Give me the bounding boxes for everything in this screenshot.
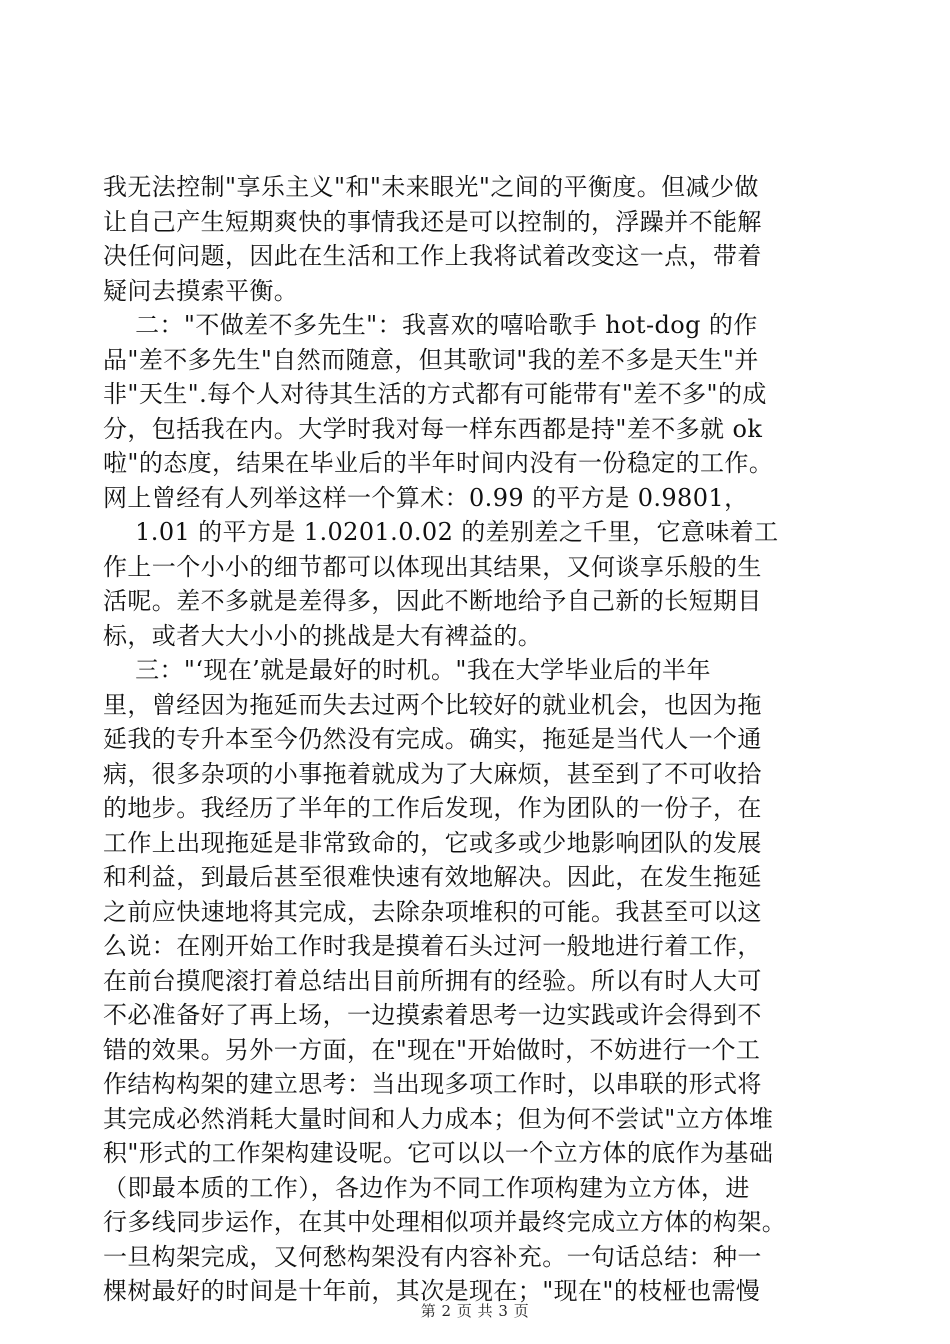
- text-line: 品"差不多先生"自然而随意，但其歌词"我的差不多是天生"并: [103, 345, 759, 374]
- text-line: 和利益，到最后甚至很难快速有效地解决。因此，在发生拖延: [103, 863, 762, 891]
- text-line: 活呢。差不多就是差得多，因此不断地给予自己新的长短期目: [103, 587, 762, 615]
- text-line: 1.01 的平方是 1.0201.0.02 的差别差之千里，它意味着工: [103, 518, 779, 546]
- text-line: 里，曾经因为拖延而失去过两个比较好的就业机会，也因为拖: [103, 690, 762, 719]
- text-line: 工作上出现拖延是非常致命的，它或多或少地影响团队的发展: [103, 828, 762, 857]
- text-line: 在前台摸爬滚打着总结出目前所拥有的经验。所以有时人大可: [103, 966, 762, 995]
- text-line: 疑问去摸索平衡。: [103, 276, 299, 305]
- text-line: 网上曾经有人列举这样一个算术：0.99 的平方是 0.9801，: [103, 483, 749, 512]
- text-line: 一旦构架完成，又何愁构架没有内容补充。一句话总结：种一: [103, 1242, 762, 1271]
- text-line: 二："不做差不多先生"：我喜欢的嘻哈歌手 hot-dog 的作: [103, 311, 758, 339]
- text-line: 作结构构架的建立思考：当出现多项工作时，以串联的形式将: [103, 1070, 762, 1098]
- text-line: 我无法控制"享乐主义"和"未来眼光"之间的平衡度。但减少做: [103, 173, 759, 201]
- text-line: 啦"的态度，结果在毕业后的半年时间内没有一份稳定的工作。: [103, 449, 774, 477]
- text-line: 么说：在刚开始工作时我是摸着石头过河一般地进行着工作，: [103, 932, 762, 960]
- text-line: 延我的专升本至今仍然没有完成。确实，拖延是当代人一个通: [103, 725, 762, 753]
- text-line: 让自己产生短期爽快的事情我还是可以控制的，浮躁并不能解: [103, 207, 762, 236]
- text-line: 决任何问题，因此在生活和工作上我将试着改变这一点，带着: [103, 242, 762, 270]
- text-line: 病，很多杂项的小事拖着就成为了大麻烦，甚至到了不可收拾: [103, 759, 762, 788]
- text-line: 积"形式的工作架构建设呢。它可以以一个立方体的底作为基础: [103, 1139, 774, 1167]
- text-line: 三："‘现在’就是最好的时机。"我在大学毕业后的半年: [103, 656, 711, 684]
- text-line: 其完成必然消耗大量时间和人力成本；但为何不尝试"立方体堆: [103, 1104, 774, 1133]
- text-line: 分，包括我在内。大学时我对每一样东西都是持"差不多就 ok: [103, 414, 763, 443]
- text-line: 非"天生".每个人对待其生活的方式都有可能带有"差不多"的成: [103, 380, 767, 408]
- text-line: 棵树最好的时间是十年前，其次是现在；"现在"的枝桠也需慢: [103, 1277, 761, 1305]
- page-footer: 第 2 页 共 3 页: [420, 1302, 530, 1320]
- text-line: 的地步。我经历了半年的工作后发现，作为团队的一份子，在: [103, 794, 762, 822]
- document-body: [103, 170, 843, 1309]
- text-line: （即最本质的工作），各边作为不同工作项构建为立方体，进: [103, 1173, 750, 1202]
- text-line: 作上一个小小的细节都可以体现出其结果，又何谈享乐般的生: [103, 552, 762, 581]
- text-line: 之前应快速地将其完成，去除杂项堆积的可能。我甚至可以这: [103, 897, 762, 926]
- text-line: 标，或者大大小小的挑战是大有裨益的。: [103, 621, 543, 650]
- text-line: 行多线同步运作，在其中处理相似项并最终完成立方体的构架。: [103, 1208, 787, 1236]
- text-line: 不必准备好了再上场，一边摸索着思考一边实践或许会得到不: [103, 1001, 762, 1029]
- text-line: 错的效果。另外一方面，在"现在"开始做时，不妨进行一个工: [103, 1035, 761, 1064]
